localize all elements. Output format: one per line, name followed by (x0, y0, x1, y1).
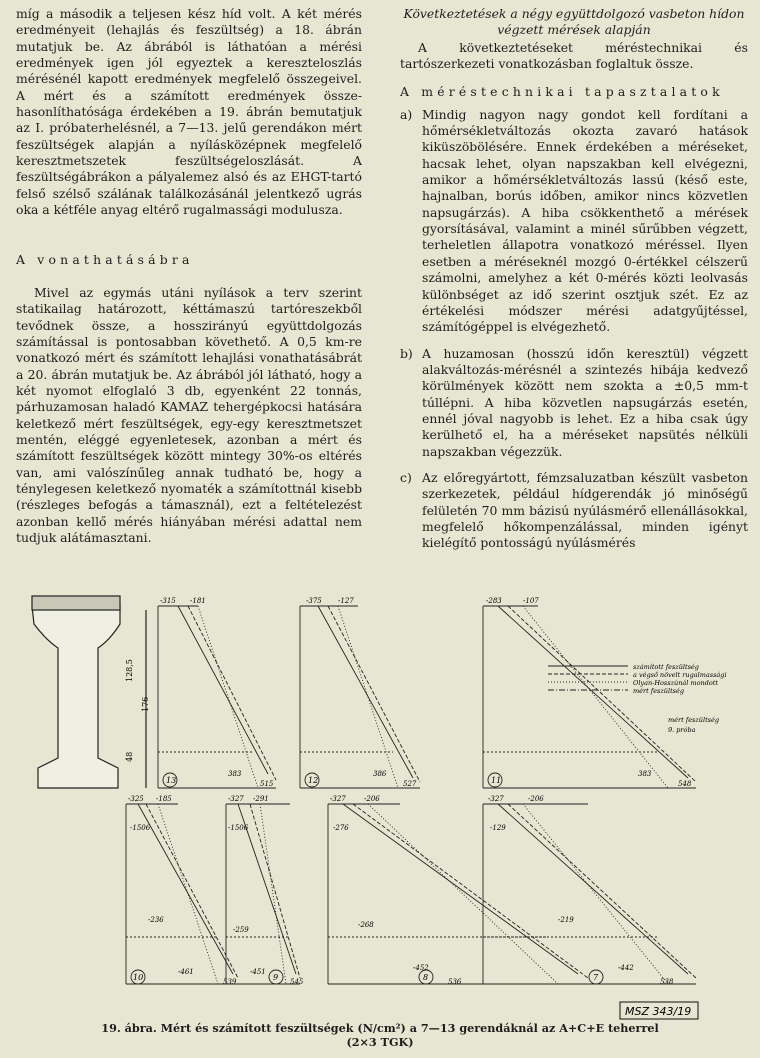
stress-value: -206 (364, 795, 380, 803)
stress-value: 536 (448, 978, 462, 986)
panel-number: 7 (593, 973, 599, 982)
legend-text: 9. próba (668, 726, 696, 734)
stress-value: -127 (338, 597, 354, 605)
dimension-label: 176 (141, 696, 150, 712)
list-label: c) (400, 469, 412, 485)
stress-value: -283 (486, 597, 502, 605)
legend-text: Olyan-Hosszúnál mondott (633, 679, 718, 687)
panel-number: 12 (308, 776, 319, 785)
stress-value: 548 (678, 780, 692, 788)
stress-value: -219 (558, 916, 574, 924)
stress-panel-11 (483, 606, 696, 788)
panel-number: 9 (273, 973, 279, 982)
stress-value: -185 (156, 795, 172, 803)
legend-text: mért feszültség (668, 716, 720, 724)
stress-value: -325 (128, 795, 144, 803)
list-text: A huzamosan (hosszú időn keresztül) végzett alakváltozás-mérésnél a szintezés hibája kedvező körülmények között nem szokta a ±0,5 mm-t túllépni. A hiba közvetlen napsugárzás esetén, ennél jóval nagyobb is lehet. Ez a hiba csak úgy kerülhető el, ha a méréseket napsütés nélküli napszakban végezzük. (422, 345, 748, 459)
panel-number: 8 (423, 973, 429, 982)
paragraph-vonathatasabra: Mivel az egymás utáni nyílások a terv szerint statikailag határozott, kéttámaszú tartóreszekből tevődnek össze, a hosszirányú együttdolgozás számítással is pontosabban követhető. A 0,5 km-re vonatkozó mért és számított lehajlási vonathatásábrát a 20. ábrán mutatjuk be. Az ábrából jól látható, hogy a két nyomot elfoglaló 3 db, egyenként 22 tonnás, párhuzamosan haladó KAMAZ tehergépkocsi hatására keletkező mért feszültségek, egy-egy keresztmetszet mentén, eléggé egyenletesek, azonban a mért és számított feszültségek között mintegy 30%-os eltérés van, ami valószínűleg annak tudható be, hogy a ténylegesen keletkező nyomaték a számítottnál kisebb (részleges befogás a támasznál), ezt a feltételezést azonban kellő mérés hiányában mérési adattal nem tudjuk alátámasztani. (16, 284, 362, 545)
stress-panel-7 (483, 804, 696, 984)
left-column (16, 6, 362, 546)
legend-text: a végső növelt rugalmassági (633, 671, 727, 679)
section-heading-merestechnikai: A méréstechnikai tapasztalatok (400, 84, 724, 100)
stress-value: -181 (190, 597, 206, 605)
section-heading-vonathatasabra: A vonathatásábra (16, 252, 194, 268)
stress-value: -451 (250, 968, 266, 976)
stress-value: -461 (178, 968, 194, 976)
stress-value: -1506 (130, 824, 151, 832)
legend-text: számított feszültség (633, 663, 699, 671)
stress-value: 538 (660, 978, 674, 986)
stress-value: -259 (233, 926, 249, 934)
figure-stamp: MSZ 343/19 (625, 1005, 692, 1018)
stress-value: 545 (290, 978, 304, 986)
figure-caption: 19. ábra. Mért és számított feszültségek (N/cm²) a 7—13 gerendáknál az A+C+E teherrel (2×3 TGK) (101, 1021, 659, 1049)
stress-panel-13 (158, 606, 276, 788)
legend-text: mért feszültség (633, 687, 685, 695)
panel-number: 13 (166, 776, 177, 785)
stress-value: -291 (253, 795, 269, 803)
stress-value: -206 (528, 795, 544, 803)
stress-value: 539 (223, 978, 237, 986)
list-text: Mindig nagyon nagy gondot kell fordítani a hőmérsékletváltozás okozta zavaró hatások kiküszöbölésére. Ennek érdekében a méréseket, hacsak lehet, olyan napszakban kell elvégezni, amikor a hőmérsékletváltozás lassú (késő este, hajnalban, borús időben, amikor nincs közvetlen napsugárzás). A hiba csökkenthető a mérések gyorsításával, valamint a minél sűrűbben végzett, terheletlen állapotra vonatkozó méréssel. Ilyen esetben a méréseknél mozgó 0-értékkel célszerű számolni, amelyhez a két 0-mérés közti leolvasás különbséget az idő szerint osztjuk szét. Ez az értékelési módszer mérési adatgyűjtéssel, számítógéppel is elvégezhető. (422, 106, 748, 335)
stress-value: -1506 (228, 824, 249, 832)
spacer (16, 269, 362, 285)
stress-value: -375 (306, 597, 322, 605)
list-label: b) (400, 345, 413, 361)
stress-panel-12 (300, 606, 420, 788)
stress-value: 386 (373, 770, 387, 778)
deck-slab (32, 596, 120, 610)
stress-diagram-figure (28, 592, 744, 1022)
stress-value: -236 (148, 916, 164, 924)
right-column (400, 6, 748, 552)
stress-value: 383 (228, 770, 242, 778)
spacer (400, 336, 748, 346)
list-item-b (400, 346, 748, 460)
spacer (400, 72, 748, 84)
stress-value: 515 (260, 780, 274, 788)
list-item-c (400, 470, 748, 552)
paragraph-conclusions-intro: A következtetéseket méréstechnikai és tartószerkezeti vonatkozásban foglaltuk össze. (400, 39, 748, 72)
dimension-label: 128,5 (125, 659, 134, 682)
stress-value: -327 (488, 795, 504, 803)
paragraph-bridge-measurement: míg a második a teljesen kész híd volt. A két mérés eredményeit (lehajlás és feszültség) a 18. ábrán mutatjuk be. Az ábrából is láthatóan a mérési eredmények igen jól egyeztek a kereszteloszlás mérésénél kapott eredmények megfelelő összegeivel. A mért és a számított eredmények összehasonlíthatósága érdekében a 19. ábrán bemutatjuk az I. próbaterhelésnél, a 7—13. jelű gerendákon mért feszültségek alapján a nyílásközépnek megfelelő keresztmetszetek feszültségeloszlását. A feszültségábrákon a pályalemez alsó és az EHGT-tartó felső szélső szálának találkozásánál jelentkező ugrás oka a kétféle anyag eltérő rugalmassági modulusza. (16, 6, 362, 218)
stress-value: -315 (160, 597, 176, 605)
section-title-conclusions: Következtetések a négy együttdolgozó vasbeton hídon végzett mérések alapján (403, 6, 745, 38)
stress-value: -442 (618, 964, 634, 972)
girder-outline (32, 606, 120, 788)
stress-value: -129 (490, 824, 506, 832)
stress-panel-8 (328, 804, 588, 984)
stress-value: 527 (403, 780, 417, 788)
stress-value: -107 (523, 597, 539, 605)
stress-value: 383 (638, 770, 652, 778)
list-text: Az előregyártott, fémzsaluzatban készült vasbeton szerkezetek, például hídgerendák jó minőségű felületén 70 mm bázisú nyúlásmérő ellenállásokkal, megfelelő hőkompenzálással, minden igényt kielégítő pontosságú nyúlásmérés (422, 469, 748, 551)
stress-value: -327 (228, 795, 244, 803)
spacer (400, 460, 748, 470)
stress-diagram-svg (28, 592, 744, 1022)
stress-value: -276 (333, 824, 349, 832)
list-item-a (400, 107, 748, 336)
stress-value: -268 (358, 921, 374, 929)
spacer (16, 218, 362, 252)
stress-value: -452 (413, 964, 429, 972)
list-label: a) (400, 106, 413, 122)
dimension-label: 48 (125, 751, 134, 762)
panel-number: 10 (133, 973, 144, 982)
stress-value: -327 (330, 795, 346, 803)
panel-number: 11 (491, 776, 502, 785)
